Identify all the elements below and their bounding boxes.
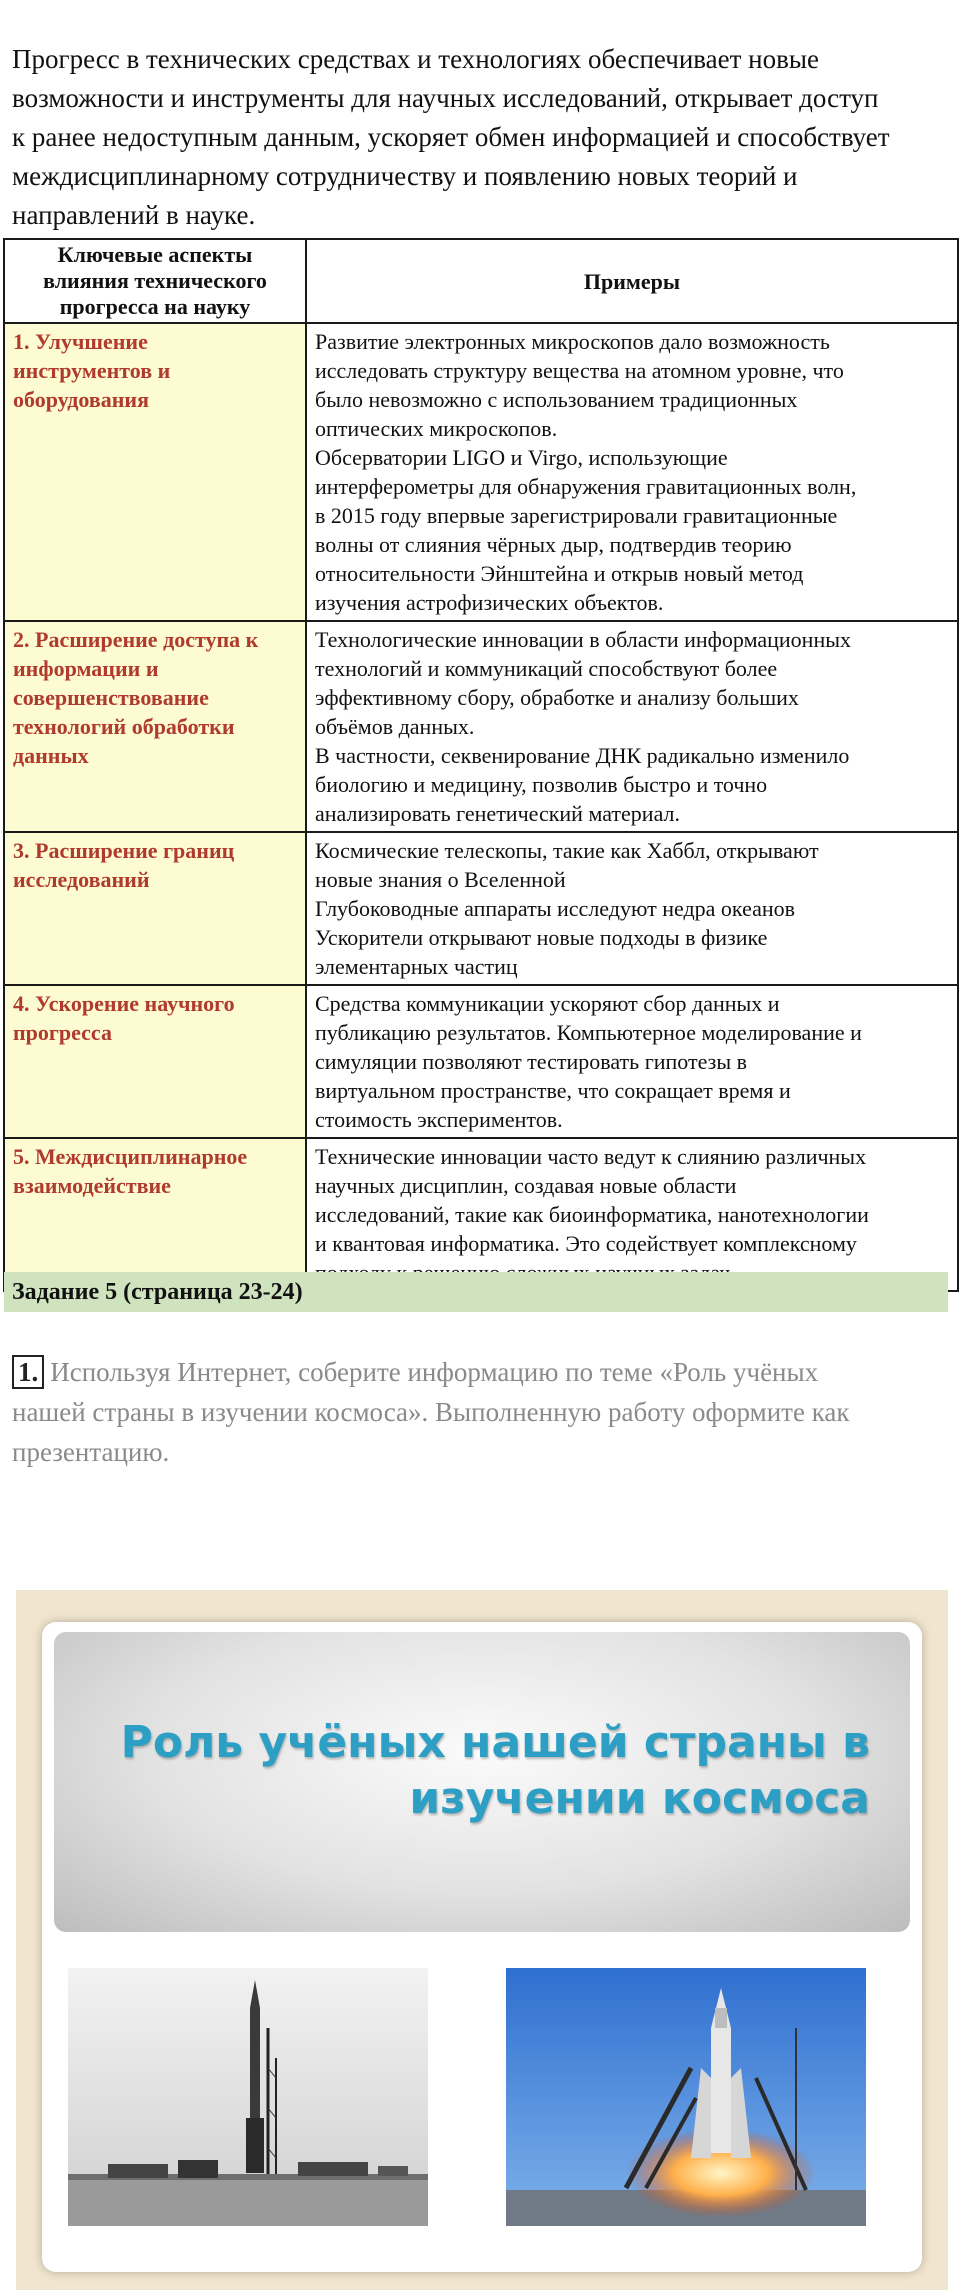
- intro-line: направлений в науке.: [12, 200, 256, 230]
- example-line: Технические инновации часто ведут к слиянию различных: [315, 1144, 867, 1169]
- task-line: Используя Интернет, соберите информацию по теме «Роль учёных: [50, 1357, 819, 1387]
- table-row: [4, 323, 958, 621]
- intro-line: возможности и инструменты для научных исследований, открывает доступ: [12, 83, 879, 113]
- aspect-line: 4. Ускорение научного: [13, 991, 235, 1016]
- table-row: [4, 985, 958, 1138]
- intro-line: Прогресс в технических средствах и технологиях обеспечивает новые: [12, 44, 819, 74]
- header-aspects: [4, 239, 306, 323]
- example-line: Глубоководные аппараты исследуют недра океанов: [315, 896, 796, 921]
- aspect-cell: [4, 323, 306, 621]
- example-line: изучения астрофизических объектов.: [315, 590, 664, 615]
- example-line: Технологические инновации в области информационных: [315, 627, 852, 652]
- rocket-photo-bw: [68, 1968, 428, 2226]
- table-row: [4, 621, 958, 832]
- table-body: [4, 323, 958, 1291]
- aspect-line: информации и: [13, 656, 159, 681]
- header-aspects-line: влияния технического: [43, 268, 267, 293]
- rocket-launch-icon: [506, 1968, 866, 2226]
- slide-title-line: изучении космоса: [409, 1773, 870, 1824]
- task-line: презентацию.: [12, 1437, 170, 1467]
- slide-title-line: Роль учёных нашей страны в: [120, 1717, 870, 1768]
- task-header: Задание 5 (страница 23-24): [4, 1272, 948, 1312]
- example-line: научных дисциплин, создавая новые области: [315, 1173, 737, 1198]
- example-line: Обсерватории LIGO и Virgo, использующие: [315, 445, 728, 470]
- example-line: эффективному сбору, обработке и анализу больших: [315, 685, 799, 710]
- example-line: биологию и медицину, позволив быстро и точно: [315, 772, 768, 797]
- table-row: [4, 1138, 958, 1291]
- aspect-line: 5. Междисциплинарное: [13, 1144, 248, 1169]
- aspect-line: 3. Расширение границ: [13, 838, 235, 863]
- slide-title: [90, 1715, 870, 1827]
- example-line: относительности Эйнштейна и открыв новый метод: [315, 561, 804, 586]
- aspect-line: прогресса: [13, 1020, 112, 1045]
- example-line: объёмов данных.: [315, 714, 475, 739]
- intro-line: к ранее недоступным данным, ускоряет обмен информацией и способствует: [12, 122, 890, 152]
- example-line: исследований, такие как биоинформатика, нанотехнологии: [315, 1202, 869, 1227]
- aspect-line: оборудования: [13, 387, 149, 412]
- intro-paragraph: [12, 40, 948, 235]
- aspect-cell: [4, 1138, 306, 1291]
- example-line: Развитие электронных микроскопов дало возможность: [315, 329, 830, 354]
- example-cell: [306, 323, 958, 621]
- example-line: виртуальном пространстве, что сокращает время и: [315, 1078, 791, 1103]
- header-aspects-line: Ключевые аспекты: [57, 242, 253, 267]
- task-description: [12, 1357, 850, 1467]
- example-line: оптических микроскопов.: [315, 416, 558, 441]
- rocket-bw-icon: [68, 1968, 428, 2226]
- aspect-line: исследований: [13, 867, 150, 892]
- example-line: и квантовая информатика. Это содействует комплексному: [315, 1231, 857, 1256]
- example-line: Средства коммуникации ускоряют сбор данных и: [315, 991, 780, 1016]
- aspect-line: взаимодействие: [13, 1173, 171, 1198]
- task-line: нашей страны в изучении космоса». Выполненную работу оформите как: [12, 1397, 850, 1427]
- example-cell: [306, 621, 958, 832]
- task-number: 1.: [12, 1355, 44, 1389]
- example-line: в 2015 году впервые зарегистрировали гравитационные: [315, 503, 838, 528]
- header-examples: Примеры: [306, 239, 958, 323]
- example-line: технологий и коммуникаций способствуют более: [315, 656, 778, 681]
- example-line: было невозможно с использованием традиционных: [315, 387, 798, 412]
- intro-line: междисциплинарному сотрудничеству и появлению новых теорий и: [12, 161, 798, 191]
- example-cell: [306, 832, 958, 985]
- example-line: В частности, секвенирование ДНК радикально изменило: [315, 743, 850, 768]
- aspect-cell: [4, 832, 306, 985]
- aspect-cell: [4, 985, 306, 1138]
- example-line: Ускорители открывают новые подходы в физике: [315, 925, 768, 950]
- table-row: [4, 832, 958, 985]
- example-line: элементарных частиц: [315, 954, 518, 979]
- example-line: Космические телескопы, такие как Хаббл, открывают: [315, 838, 819, 863]
- example-cell: [306, 985, 958, 1138]
- aspects-table: [3, 238, 959, 1292]
- header-aspects-line: прогресса на науку: [59, 294, 251, 319]
- aspect-line: инструментов и: [13, 358, 171, 383]
- example-cell: [306, 1138, 958, 1291]
- example-line: стоимость экспериментов.: [315, 1107, 563, 1132]
- aspect-line: совершенствование: [13, 685, 209, 710]
- example-line: интерферометры для обнаружения гравитационных волн,: [315, 474, 857, 499]
- example-line: исследовать структуру вещества на атомном уровне, что: [315, 358, 844, 383]
- example-line: новые знания о Вселенной: [315, 867, 566, 892]
- example-line: публикацию результатов. Компьютерное моделирование и: [315, 1020, 862, 1045]
- task-text: [12, 1352, 942, 1472]
- aspect-cell: [4, 621, 306, 832]
- rocket-launch-photo: [506, 1968, 866, 2226]
- table-header-row: [4, 239, 958, 323]
- example-line: симуляции позволяют тестировать гипотезы в: [315, 1049, 747, 1074]
- aspect-line: данных: [13, 743, 89, 768]
- aspect-line: 1. Улучшение: [13, 329, 148, 354]
- aspect-line: 2. Расширение доступа к: [13, 627, 259, 652]
- example-line: анализировать генетический материал.: [315, 801, 681, 826]
- example-line: волны от слияния чёрных дыр, подтвердив теорию: [315, 532, 792, 557]
- aspect-line: технологий обработки: [13, 714, 235, 739]
